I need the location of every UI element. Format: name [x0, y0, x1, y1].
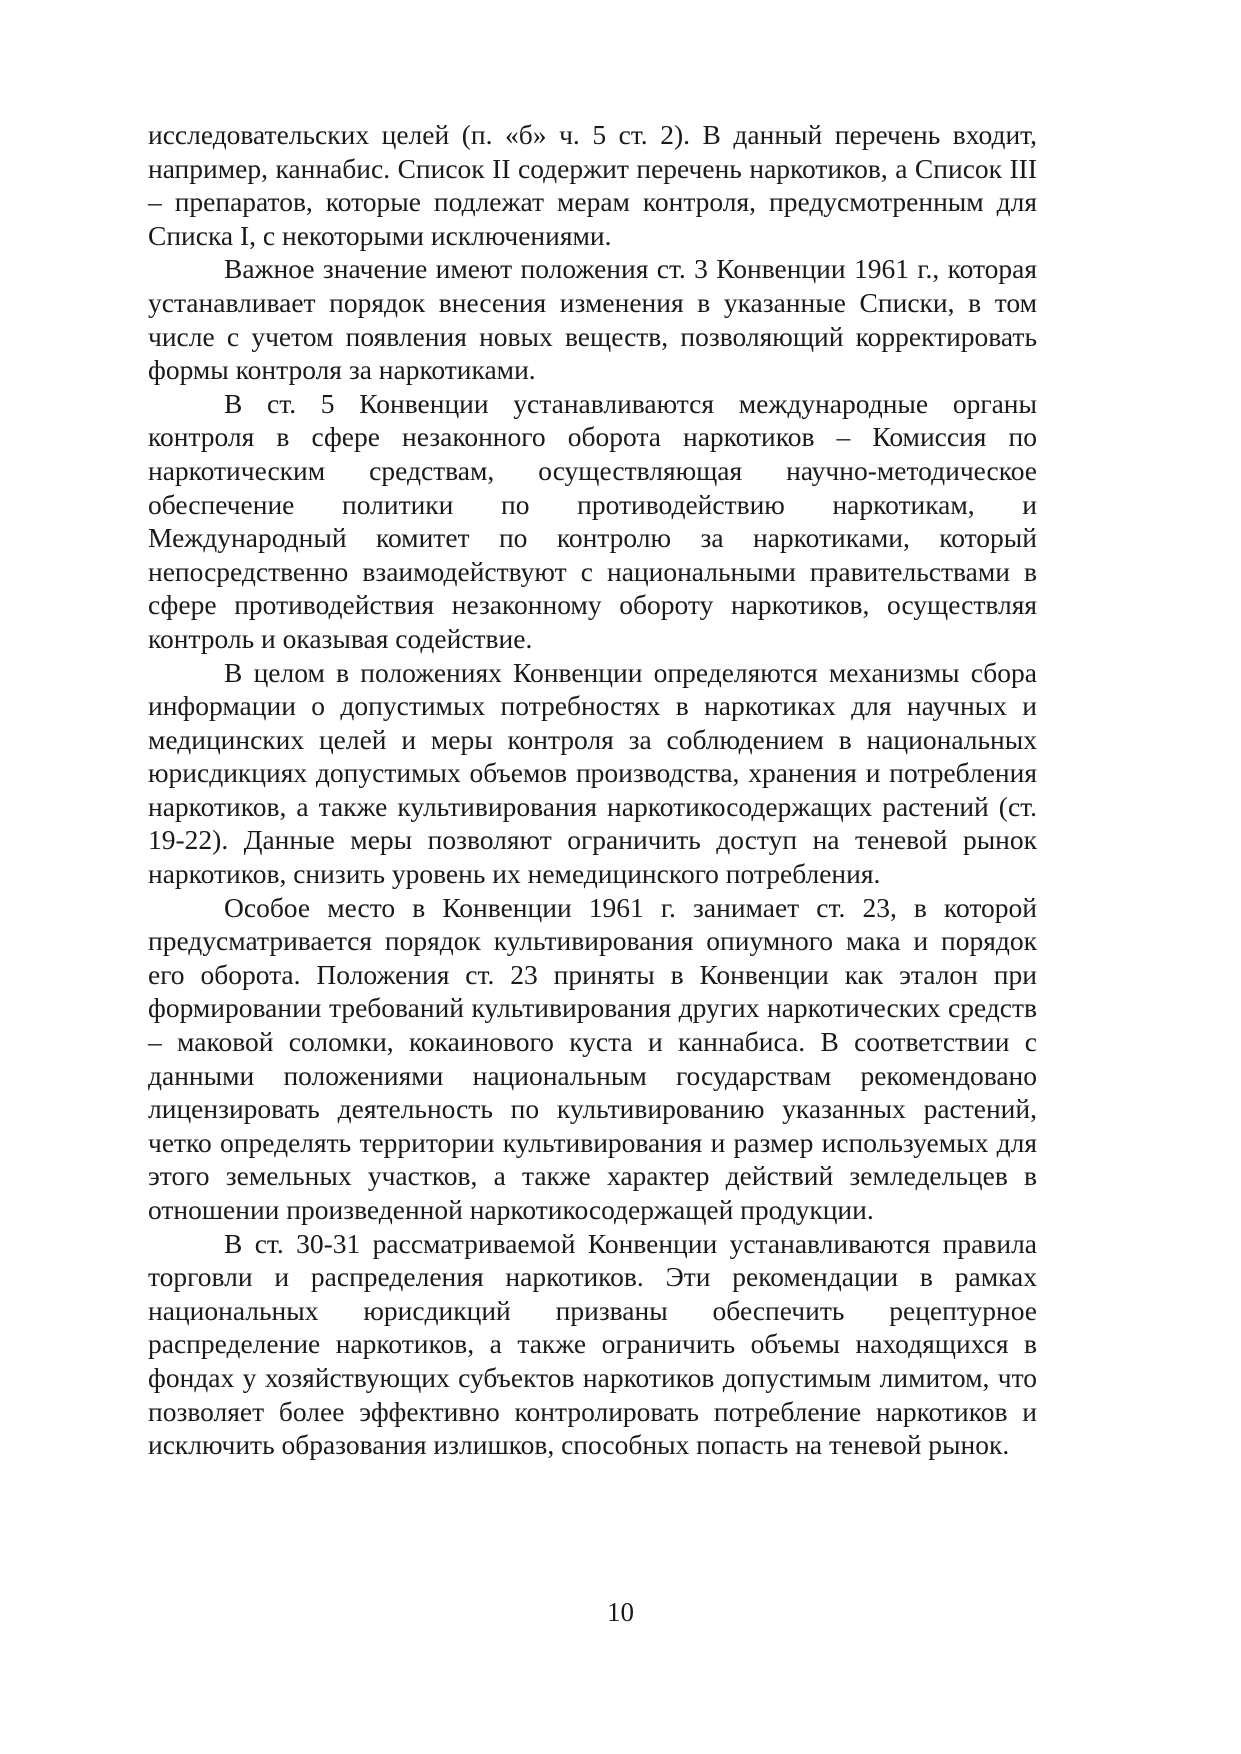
paragraph-article-5: В ст. 5 Конвенции устанавливаются международные органы контроля в сфере незаконного оборота наркотиков – Комиссия по наркотическим средствам, осуществляющая научно-методическое обеспечение политики по противодействию наркотикам, и Международный комитет по контролю за наркотиками, который непосредственно взаимодействуют с национальными правительствами в сфере противодействия незаконному обороту наркотиков, осуществляя контроль и оказывая содействие. — [148, 387, 1037, 654]
paragraph-articles-30-31: В ст. 30-31 рассматриваемой Конвенции устанавливаются правила торговли и распределения наркотиков. Эти рекомендации в рамках национальных юрисдикций призваны обеспечить рецептурное распределение наркотиков, а также ограничить объемы находящихся в фондах у хозяйствующих субъектов наркотиков допустимым лимитом, что позволяет более эффективно контролировать потребление наркотиков и исключить образования излишков, способных попасть на теневой рынок. — [148, 1227, 1037, 1461]
page-number: 10 — [607, 1597, 634, 1627]
paragraph-article-23: Особое место в Конвенции 1961 г. занимает ст. 23, в которой предусматривается порядок культивирования опиумного мака и порядок его оборота. Положения ст. 23 приняты в Конвенции как эталон при формировании требований культивирования других наркотических средств – маковой соломки, кокаинового куста и каннабиса. В соответствии с данными положениями национальным государствам рекомендовано лицензировать деятельность по культивированию указанных растений, четко определять территории культивирования и размер используемых для этого земельных участков, а также характер действий земледельцев в отношении произведенной наркотикосодержащей продукции. — [148, 891, 1037, 1225]
document-body — [148, 118, 1037, 1462]
paragraph-control-mechanisms: В целом в положениях Конвенции определяются механизмы сбора информации о допустимых потребностях в наркотиках для научных и медицинских целей и меры контроля за соблюдением в национальных юрисдикциях допустимых объемов производства, хранения и потребления наркотиков, а также культивирования наркотикосодержащих растений (ст. 19-22). Данные меры позволяют ограничить доступ на теневой рынок наркотиков, снизить уровень их немедицинского потребления. — [148, 656, 1037, 890]
paragraph-article-3: Важное значение имеют положения ст. 3 Конвенции 1961 г., которая устанавливает порядок внесения изменения в указанные Списки, в том числе с учетом появления новых веществ, позволяющий корректировать формы контроля за наркотиками. — [148, 253, 1037, 386]
paragraph-continued: исследовательских целей (п. «б» ч. 5 ст. 2). В данный перечень входит, например, каннабис. Список II содержит перечень наркотиков, а Список III – препаратов, которые подлежат мерам контроля, предусмотренным для Списка I, с некоторыми исключениями. — [148, 119, 1037, 251]
